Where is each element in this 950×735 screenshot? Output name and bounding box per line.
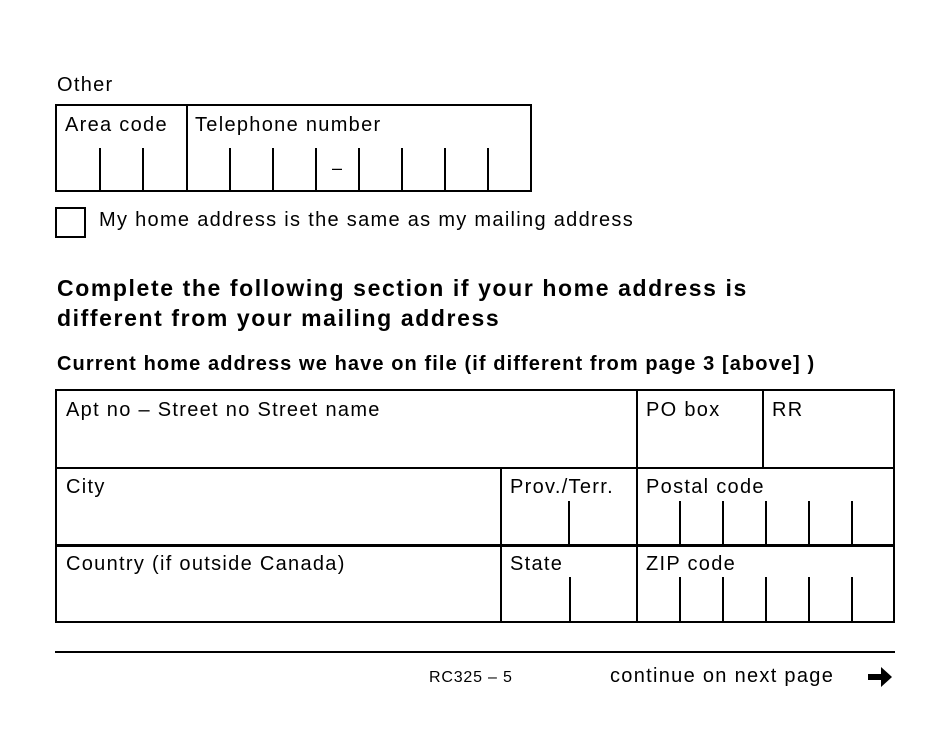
street-address-label: Apt no – Street no Street name	[66, 399, 381, 421]
section-subheading: Current home address we have on file (if different from page 3 [above] )	[57, 353, 816, 375]
other-phone-heading: Other	[57, 74, 114, 96]
state-label: State	[510, 553, 564, 575]
po-box-label: PO box	[646, 399, 721, 421]
section-heading-line2: different from your mailing address	[57, 305, 501, 331]
state-field[interactable]	[502, 547, 636, 621]
section-heading-line1: Complete the following section if your home address is	[57, 275, 748, 301]
city-label: City	[66, 476, 106, 498]
city-field[interactable]	[57, 469, 500, 545]
country-label: Country (if outside Canada)	[66, 553, 346, 575]
rr-label: RR	[772, 399, 804, 421]
zip-code-label: ZIP code	[646, 553, 737, 575]
prov-terr-label: Prov./Terr.	[510, 476, 614, 498]
arrow-right-icon	[866, 665, 894, 689]
prov-terr-field[interactable]	[502, 469, 636, 545]
footer-rule	[55, 651, 895, 653]
phone-dash: –	[332, 158, 343, 178]
zip-code-field[interactable]	[638, 547, 893, 621]
telephone-number-label: Telephone number	[195, 114, 382, 136]
po-box-field[interactable]	[638, 391, 763, 467]
area-code-input[interactable]	[57, 148, 186, 190]
page-number: RC325 – 5	[429, 669, 513, 686]
country-field[interactable]	[57, 547, 500, 621]
home-address-form	[55, 389, 895, 623]
continue-next-page-text: continue on next page	[610, 665, 835, 687]
same-address-checkbox[interactable]	[55, 207, 86, 238]
postal-code-label: Postal code	[646, 476, 765, 498]
street-address-field[interactable]	[57, 391, 636, 467]
rr-field[interactable]	[764, 391, 893, 467]
telephone-number-input[interactable]	[188, 148, 530, 190]
phone-number-box	[55, 104, 532, 192]
same-address-label: My home address is the same as my mailing address	[99, 209, 634, 231]
area-code-label: Area code	[65, 114, 168, 136]
postal-code-field[interactable]	[638, 469, 893, 545]
